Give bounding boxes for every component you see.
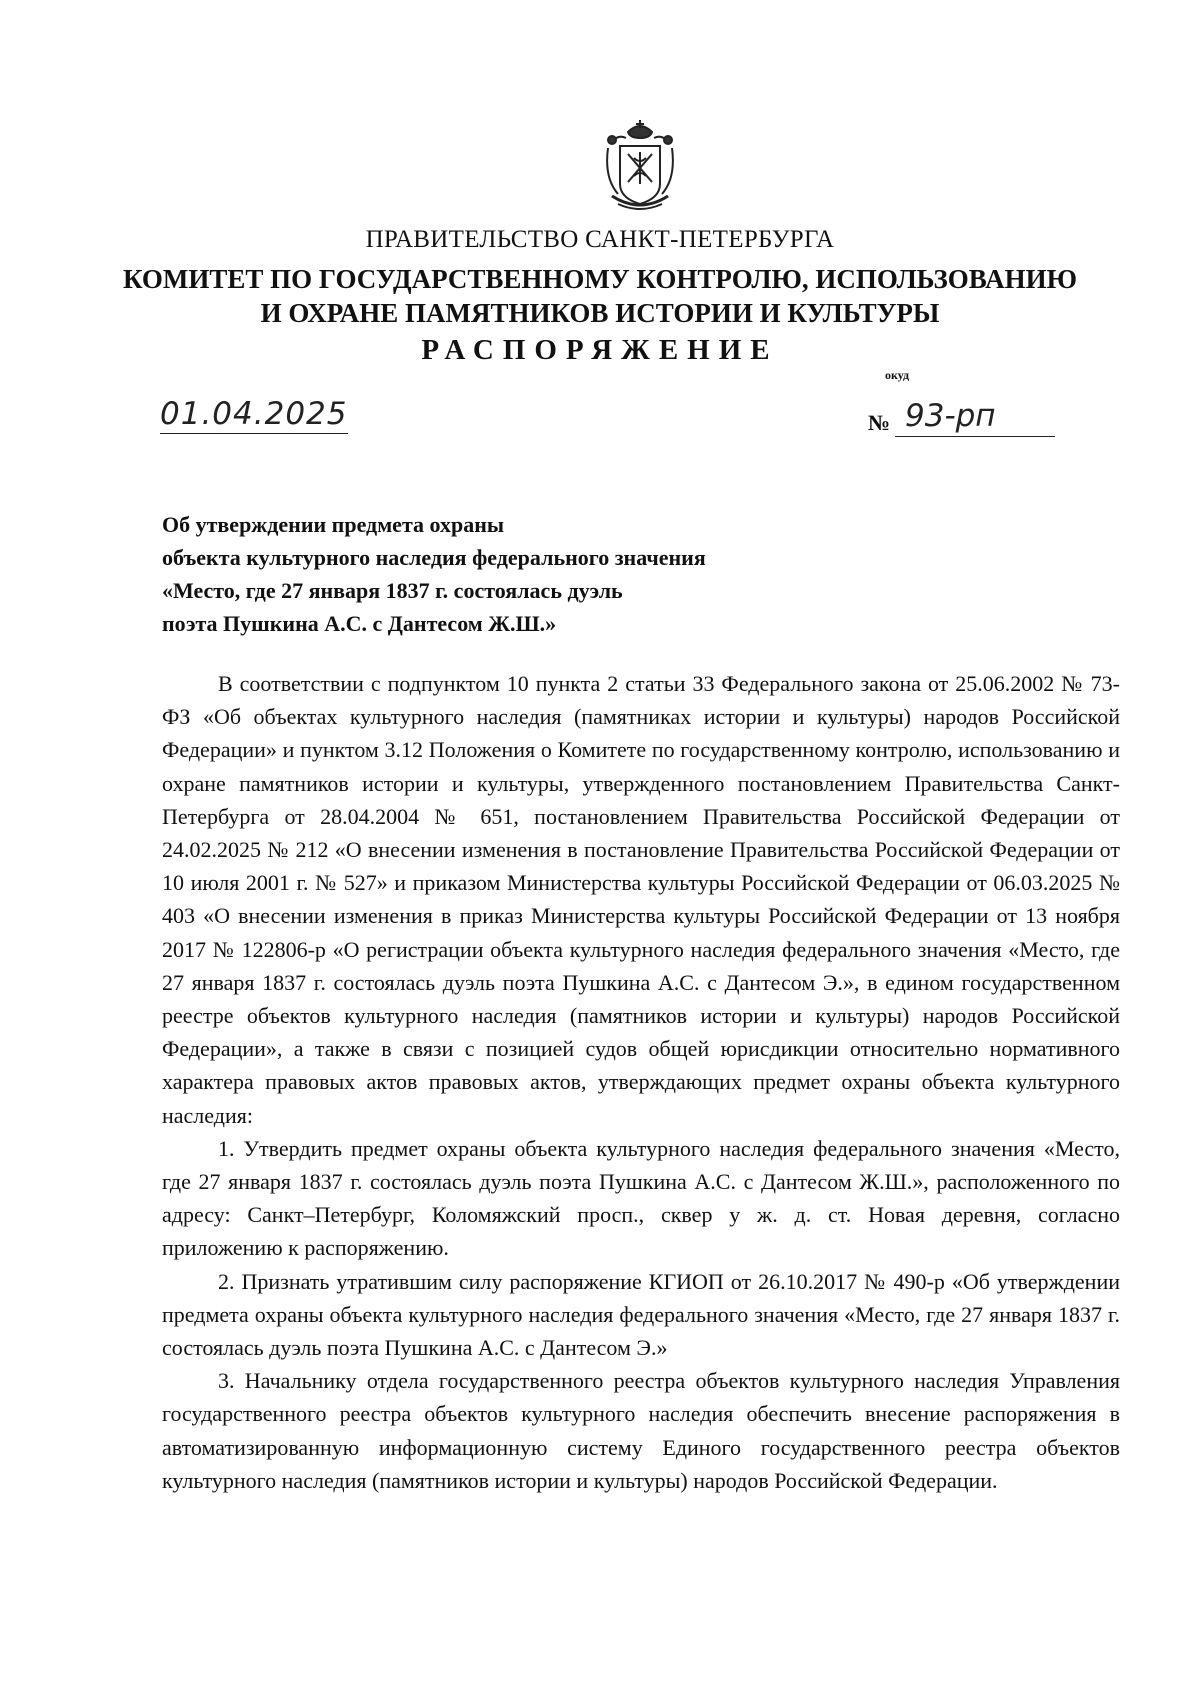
- document-body: [162, 667, 1120, 1497]
- okud-label: окуд: [885, 368, 910, 382]
- document-number: 93-рп: [905, 398, 996, 434]
- preamble-paragraph: В соответствии с подпунктом 10 пункта 2 статьи 33 Федерального закона от 25.06.2002 № 73-ФЗ «Об объектах культурного наследия (памятниках истории и культуры) народов Российской Федерации» и пунктом 3.12 Положения о Комитете по государственному контролю, использованию и охране памятников истории и культуры, утвержденного постановлением Правительства Санкт-Петербурга от 28.04.2004 № 651, постановлением Правительства Российской Федерации от 24.02.2025 № 212 «О внесении изменения в постановление Правительства Российской Федерации от 10 июля 2001 г. № 527» и приказом Министерства культуры Российской Федерации от 06.03.2025 № 403 «О внесении изменения в приказ Министерства культуры Российской Федерации от 13 ноября 2017 № 122806-р «О регистрации объекта культурного наследия федерального значения «Место, где 27 января 1837 г. состоялась дуэль поэта Пушкина А.С. с Дантесом Э.», в едином государственном реестре объектов культурного наследия (памятников истории и культуры) народов Российской Федерации», а также в связи с позицией судов общей юрисдикции относительно нормативного характера правовых актов правовых актов, утверждающих предмет охраны объекта культурного наследия:: [162, 671, 1120, 1128]
- order-item-2: 2. Признать утратившим силу распоряжение КГИОП от 26.10.2017 № 490-р «Об утверждении предмета охраны объекта культурного наследия федерального значения «Место, где 27 января 1837 г. состоялась дуэль поэта Пушкина А.С. с Дантесом Э.»: [162, 1268, 1120, 1361]
- document-date: 01.04.2025: [160, 396, 348, 432]
- document-subject: [162, 508, 706, 640]
- committee-title: [0, 262, 1200, 330]
- date-underline: [160, 433, 348, 434]
- committee-title-line1: КОМИТЕТ ПО ГОСУДАРСТВЕННОМУ КОНТРОЛЮ, ИСПОЛЬЗОВАНИЮ: [123, 264, 1077, 294]
- order-item-3: 3. Начальнику отдела государственного реестра объектов культурного наследия Управления государственного реестра объектов культурного наследия обеспечить внесение распоряжения в автоматизированную информационную систему Единого государственного реестра объектов культурного наследия (памятников истории и культуры) народов Российской Федерации.: [162, 1368, 1120, 1493]
- coat-of-arms-icon: [598, 118, 682, 218]
- number-underline: [895, 436, 1055, 437]
- subject-line: объекта культурного наследия федерального значения: [162, 545, 706, 570]
- government-title: ПРАВИТЕЛЬСТВО САНКТ-ПЕТЕРБУРГА: [365, 226, 835, 253]
- document-type: РАСПОРЯЖЕНИЕ: [421, 334, 779, 366]
- subject-line: Об утверждении предмета охраны: [162, 512, 505, 537]
- subject-line: поэта Пушкина А.С. с Дантесом Ж.Ш.»: [162, 611, 557, 636]
- subject-line: «Место, где 27 января 1837 г. состоялась дуэль: [162, 578, 623, 603]
- number-label: №: [868, 410, 891, 435]
- committee-title-line2: И ОХРАНЕ ПАМЯТНИКОВ ИСТОРИИ И КУЛЬТУРЫ: [260, 298, 940, 328]
- order-item-1: 1. Утвердить предмет охраны объекта культурного наследия федерального значения «Место, где 27 января 1837 г. состоялась дуэль поэта Пушкина А.С. с Дантесом Ж.Ш.», расположенного по адресу: Санкт–Петербург, Коломяжский просп., сквер у ж. д. ст. Новая деревня, согласно приложению к распоряжению.: [162, 1135, 1120, 1261]
